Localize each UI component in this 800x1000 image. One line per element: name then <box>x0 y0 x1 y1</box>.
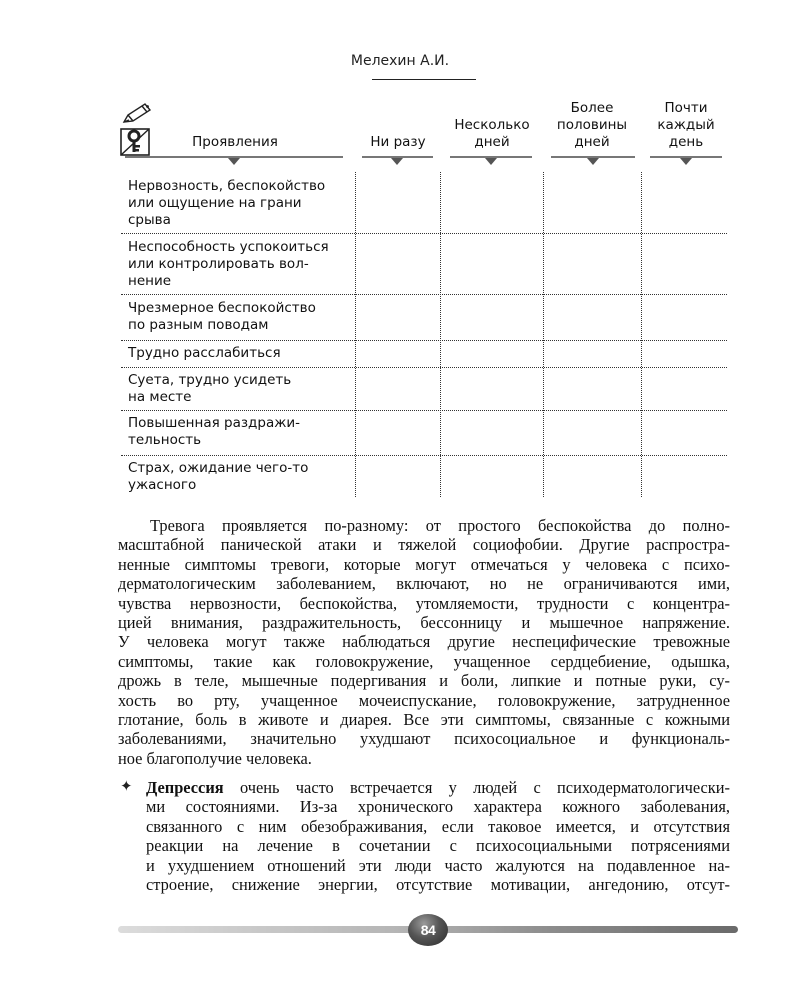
body-bullet-depression: Депрессия очень часто встречается у людей с психодерматологически- ми состояниями. Из-за хронического характера кожного заболевания, связанного с ним обезображивания, если таковое имеется, и отсутствия реакции на лечение в сочетании с психосоциальными потрясениями и ухудшением отношений эти люди часто жалуются на подавленное на- строение, снижение энергии, отсутствие мотивации, ангедонию, отсут- <box>146 778 730 894</box>
header-arrow-3 <box>587 158 599 165</box>
page-number: 84 <box>408 914 448 946</box>
table-row-label: Неспособность успокоиться или контролировать вол- нение <box>128 239 329 289</box>
column-header-nearly-every-day: Почти каждый день <box>657 100 715 150</box>
row-divider <box>121 367 727 368</box>
body-paragraph-anxiety: Тревога проявляется по-разному: от простого беспокойства до полно- масштабной панической атаки и тяжелой социофобии. Другие распростра- ненные симптомы тревоги, которые могут отмечаться у человека с психо- дерматологическим заболеванием, включают, но не ограничиваются ими, чувства нервозности, беспокойства, утомляемости, трудности с концентра- цией внимания, раздражительность, бессонницу и мышечное напряжение. У человека могут также наблюдаться другие неспецифические тревожные симптомы, такие как головокружение, учащенное сердцебиение, одышка, дрожь в теле, мышечные подергивания и боли, липкие и потные руки, су- хость во рту, учащенное мочеиспускание, головокружение, затрудненное глотание, боль в животе и диарея. Все эти симптомы, связанные с кожными заболеваниями, значительно ухудшают психосоциальное и функциональ- ное благополучие человека. <box>118 516 730 768</box>
column-header-never: Ни разу <box>370 134 426 150</box>
pencil-icon <box>120 101 154 125</box>
column-header-more-than-half: Более половины дней <box>556 100 628 150</box>
column-header-manifestations: Проявления <box>192 134 278 150</box>
bullet-star-icon: ✦ <box>120 777 133 795</box>
column-divider <box>355 172 356 497</box>
key-icon <box>120 128 150 156</box>
column-divider <box>641 172 642 497</box>
bold-term: Депрессия <box>146 778 224 797</box>
bullet-first-line: Депрессия очень часто встречается у людей с психодерматологически- <box>146 778 730 797</box>
table-row-label: Нервозность, беспокойство или ощущение на грани срыва <box>128 178 326 228</box>
row-divider <box>121 410 727 411</box>
table-row-label: Чрезмерное беспокойство по разным поводам <box>128 300 316 333</box>
header-arrow-0 <box>228 158 240 165</box>
header-arrow-2 <box>485 158 497 165</box>
header-arrow-1 <box>391 158 403 165</box>
table-row-label: Страх, ожидание чего-то ужасного <box>128 460 309 493</box>
row-divider <box>121 340 727 341</box>
running-head-author: Мелехин А.И. <box>350 53 450 69</box>
table-row-label: Суета, трудно усидеть на месте <box>128 372 292 405</box>
row-divider <box>121 233 727 234</box>
table-row-label: Трудно расслабиться <box>128 345 281 361</box>
table-row-label: Повышенная раздражи- тельность <box>128 415 301 448</box>
header-arrow-4 <box>680 158 692 165</box>
running-head-rule <box>372 79 476 80</box>
row-divider <box>121 294 727 295</box>
column-divider <box>543 172 544 497</box>
column-header-several-days: Несколько дней <box>454 117 530 150</box>
row-divider <box>121 455 727 456</box>
column-divider <box>440 172 441 497</box>
